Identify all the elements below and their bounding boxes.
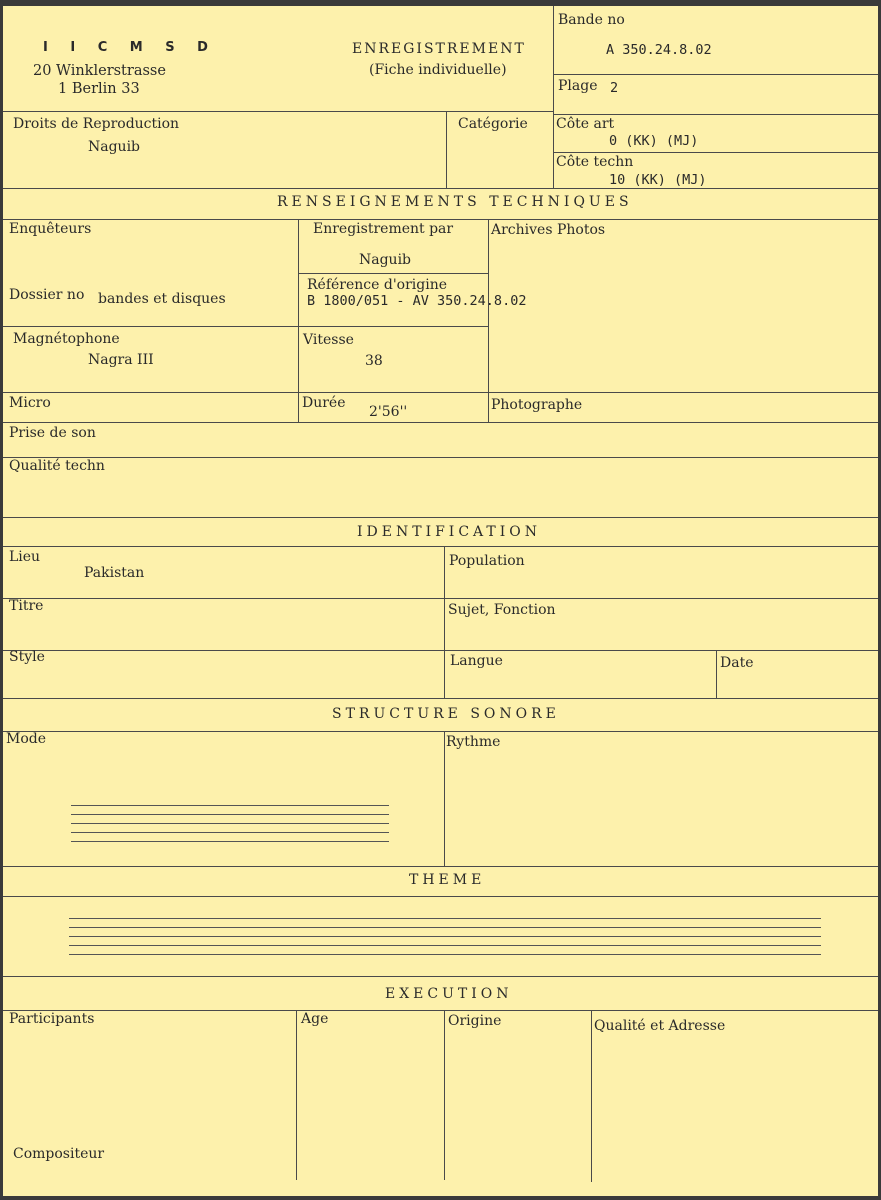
- rule: [446, 111, 447, 188]
- staff-line: [69, 945, 821, 946]
- rule: [553, 114, 878, 115]
- rule: [553, 74, 878, 75]
- staff-line: [71, 823, 389, 824]
- staff-line: [69, 936, 821, 937]
- cote-techn-label: Côte techn: [556, 154, 634, 170]
- rule: [298, 273, 489, 274]
- section-heading-structure: STRUCTURE SONORE: [332, 706, 560, 722]
- qualite-adresse-label: Qualité et Adresse: [594, 1018, 726, 1034]
- rule: [3, 392, 878, 393]
- droits-label: Droits de Reproduction: [13, 116, 180, 132]
- rule: [444, 731, 445, 866]
- org-name: I I C M S D: [43, 40, 217, 55]
- rule: [3, 188, 878, 189]
- rule: [3, 219, 878, 220]
- magnetophone-value: Nagra III: [88, 352, 154, 368]
- rythme-label: Rythme: [446, 734, 501, 750]
- rule: [298, 219, 299, 422]
- duree-value: 2'56'': [369, 404, 408, 420]
- section-heading-theme: THEME: [409, 872, 486, 888]
- staff-line: [69, 927, 821, 928]
- sujet-label: Sujet, Fonction: [448, 602, 556, 618]
- langue-label: Langue: [450, 653, 503, 669]
- vitesse-value: 38: [365, 353, 383, 369]
- staff-line: [69, 954, 821, 955]
- enregistrement-par-label: Enregistrement par: [313, 221, 454, 237]
- section-heading-techniques: RENSEIGNEMENTS TECHNIQUES: [277, 194, 633, 210]
- reference-value: B 1800/051 - AV 350.24.8.02: [307, 293, 527, 309]
- bande-label: Bande no: [558, 12, 625, 28]
- prise-de-son-label: Prise de son: [9, 425, 96, 441]
- enregistrement-par-value: Naguib: [359, 252, 412, 268]
- rule: [3, 866, 878, 867]
- rule: [3, 517, 878, 518]
- rule: [3, 1010, 878, 1011]
- qualite-techn-label: Qualité techn: [9, 458, 105, 474]
- rule: [3, 698, 878, 699]
- dossier-label: Dossier no: [9, 287, 85, 303]
- cote-art-value: 0 (KK) (MJ): [609, 133, 699, 149]
- staff-line: [71, 841, 389, 842]
- lieu-label: Lieu: [9, 549, 41, 565]
- style-label: Style: [9, 649, 45, 665]
- cote-art-label: Côte art: [556, 116, 615, 132]
- staff-line: [71, 805, 389, 806]
- age-label: Age: [301, 1011, 329, 1027]
- rule: [3, 457, 878, 458]
- rule: [444, 546, 445, 698]
- form-title: ENREGISTREMENT: [352, 41, 526, 57]
- rule: [3, 650, 878, 651]
- titre-label: Titre: [9, 598, 44, 614]
- bande-value: A 350.24.8.02: [606, 42, 712, 58]
- lieu-value: Pakistan: [84, 565, 145, 581]
- staff-line: [69, 918, 821, 919]
- enqueteurs-label: Enquêteurs: [9, 221, 92, 237]
- cote-techn-value: 10 (KK) (MJ): [609, 172, 707, 188]
- plage-value: 2: [610, 80, 619, 96]
- address-line2: 1 Berlin 33: [58, 81, 140, 97]
- rule: [3, 326, 489, 327]
- photographe-label: Photographe: [491, 397, 583, 413]
- rule: [3, 976, 878, 977]
- rule: [553, 152, 878, 153]
- rule: [3, 422, 878, 423]
- staff-line: [71, 832, 389, 833]
- origine-label: Origine: [448, 1013, 502, 1029]
- droits-value: Naguib: [88, 139, 141, 155]
- section-heading-identification: IDENTIFICATION: [357, 524, 541, 540]
- rule: [3, 546, 878, 547]
- duree-label: Durée: [302, 395, 346, 411]
- recording-card: [3, 6, 878, 1196]
- rule: [3, 731, 878, 732]
- micro-label: Micro: [9, 395, 51, 411]
- rule: [488, 219, 489, 422]
- address-line1: 20 Winklerstrasse: [33, 63, 166, 79]
- rule: [296, 1010, 297, 1180]
- staff-line: [71, 814, 389, 815]
- rule: [553, 6, 554, 188]
- reference-label: Référence d'origine: [307, 277, 448, 293]
- categorie-label: Catégorie: [458, 116, 528, 132]
- vitesse-label: Vitesse: [303, 332, 354, 348]
- form-subtitle: (Fiche individuelle): [369, 62, 507, 78]
- rule: [716, 650, 717, 698]
- participants-label: Participants: [9, 1011, 95, 1027]
- plage-label: Plage: [558, 78, 598, 94]
- dossier-value: bandes et disques: [98, 291, 226, 307]
- population-label: Population: [449, 553, 525, 569]
- rule: [3, 111, 553, 112]
- section-heading-execution: EXECUTION: [385, 986, 513, 1002]
- rule: [3, 896, 878, 897]
- rule: [3, 598, 878, 599]
- rule: [591, 1010, 592, 1182]
- rule: [444, 1010, 445, 1180]
- mode-label: Mode: [6, 731, 47, 747]
- magnetophone-label: Magnétophone: [13, 331, 120, 347]
- compositeur-label: Compositeur: [13, 1146, 105, 1162]
- date-label: Date: [720, 655, 754, 671]
- archives-photos-label: Archives Photos: [491, 222, 606, 238]
